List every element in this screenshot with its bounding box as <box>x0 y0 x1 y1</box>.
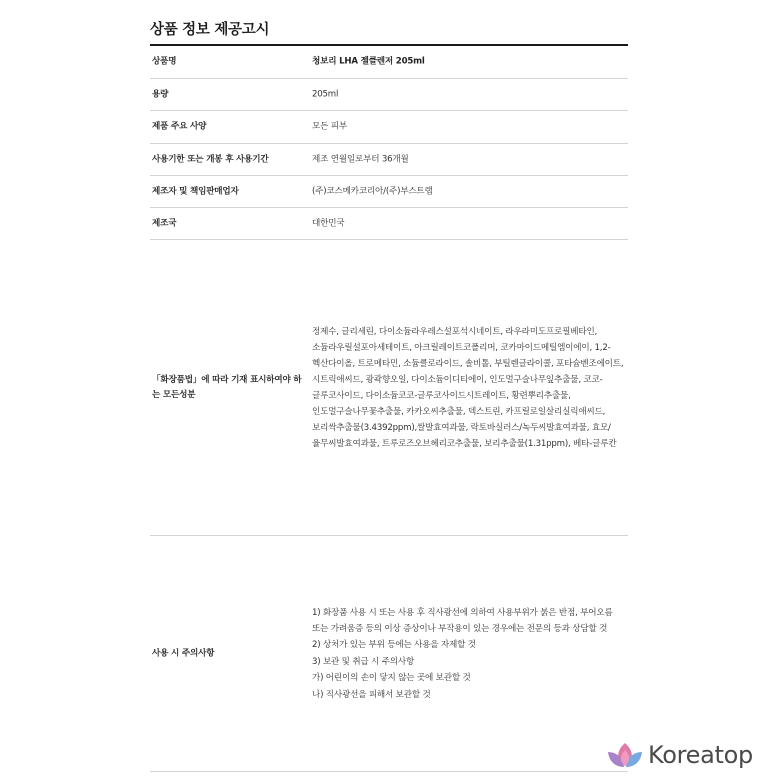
page-title: 상품 정보 제공고시 <box>150 22 270 38</box>
row-value: 제조 연월일로부터 36개월 <box>312 154 409 164</box>
table-row-precautions <box>150 536 628 772</box>
row-label: 사용 시 주의사항 <box>152 648 215 658</box>
row-label: 제조국 <box>152 218 177 228</box>
row-value: 205ml <box>312 89 339 99</box>
table-row-expiry <box>150 144 628 176</box>
brand-logo <box>606 737 753 773</box>
table-row-main-spec <box>150 111 628 144</box>
precaution-line: 가) 어린이의 손이 닿지 않는 곳에 보관할 것 <box>312 672 471 683</box>
precaution-line: 나) 직사광선을 피해서 보관할 것 <box>312 689 431 700</box>
brand-name: Koreatop <box>648 741 753 769</box>
precaution-line: 2) 상처가 있는 부위 등에는 사용을 자제할 것 <box>312 640 476 651</box>
row-value <box>312 604 624 702</box>
row-label: 용량 <box>152 89 169 99</box>
row-label: 제품 주요 사양 <box>152 121 207 132</box>
row-label: 「화장품법」에 따라 기재 표시하여야 하는 모든성분 <box>152 374 302 400</box>
row-label: 상품명 <box>152 56 177 67</box>
row-label: 제조자 및 책임판매업자 <box>152 186 239 196</box>
table-row-manufacturer <box>150 176 628 208</box>
table-row-volume <box>150 79 628 111</box>
row-value: (주)코스메카코리아/(주)부스트랩 <box>312 186 433 196</box>
product-info-table <box>150 44 628 772</box>
lotus-icon <box>606 740 644 770</box>
row-value: 청보리 LHA 젤클렌저 205ml <box>312 56 425 67</box>
precaution-line: 1) 화장품 사용 시 또는 사용 후 직사광선에 의하여 사용부위가 붉은 반점, 부어오름 <box>312 607 613 618</box>
precaution-line: 3) 보관 및 취급 시 주의사항 <box>312 656 415 667</box>
row-label: 사용기한 또는 개봉 후 사용기간 <box>152 154 269 164</box>
table-row-ingredients <box>150 240 628 536</box>
row-value: 대한민국 <box>312 218 345 228</box>
row-value: 정제수, 글리세린, 다이소듐라우레스설포석시네이트, 라우라미도프로필베타인, 소듐라우릴설포아세테이트, 아크릴레이트코폴리머, 코카마이드메틸엠이에이, 1,2-헥산다이올, 트로메타민, 소듐클로라이드, 솔비톨, 부틸렌글라이콜, 포타슘벤조에이트, 시트릭애씨드, 광곽향오일, 다이소듐이디티에이, 인도멀구슬나무잎추출물, 코코-글루코사이드, 다이소듐코코-글루코사이드시트레이트, 황련뿌리추출물, 인도멀구슬나무꽃추출물, 카카오씨추출물, 덱스트린, 카프릴로일살리실릭애씨드, 보리싹추출물(3.4392ppm),쌀발효여과물, 락토바실러스/녹두씨발효여과물, 효모/율무씨발효여과물, 트루로즈오브헤리코추출물, 보리추출물(1.31ppm), 베타-글루칸 <box>312 326 624 449</box>
table-row-country <box>150 208 628 240</box>
table-row-product-name <box>150 46 628 79</box>
row-value: 모든 피부 <box>312 121 347 132</box>
precaution-line: 또는 가려움증 등의 이상 증상이나 부작용이 있는 경우에는 전문의 등과 상담할 것 <box>312 623 608 634</box>
